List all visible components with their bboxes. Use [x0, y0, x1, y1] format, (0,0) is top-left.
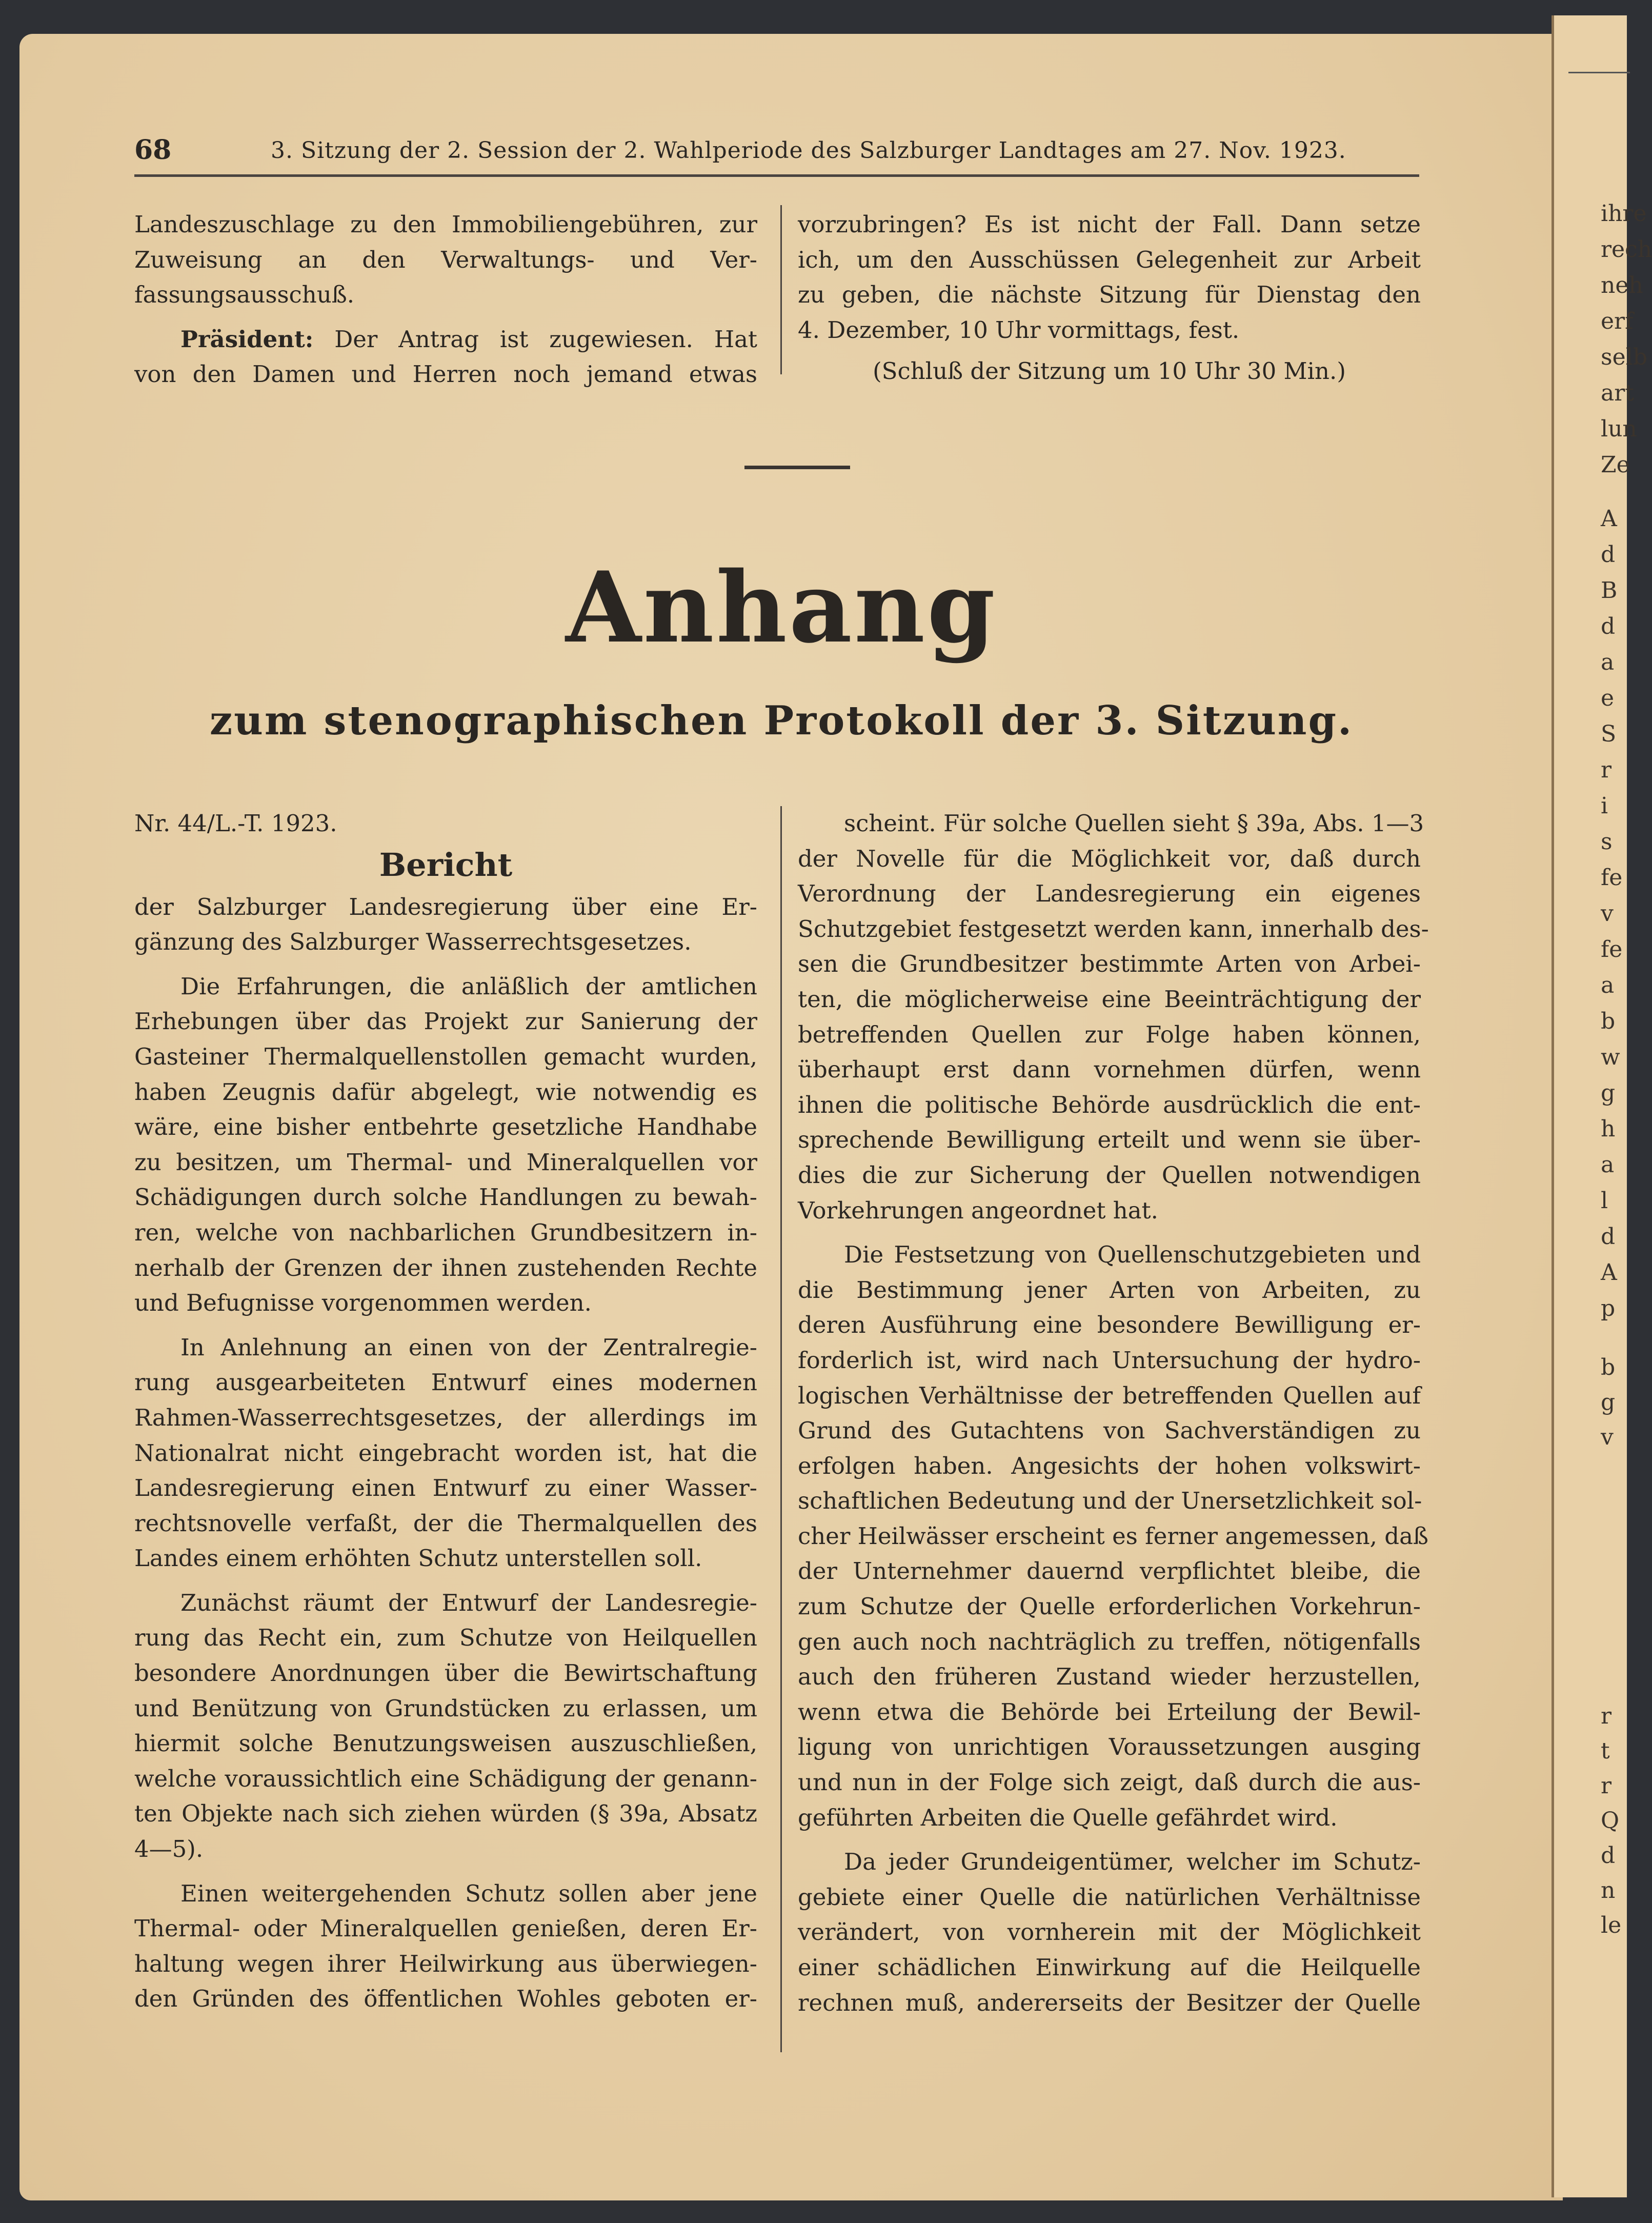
- adjacent-page-fragment: fe: [1601, 936, 1623, 963]
- paragraph: [798, 806, 1429, 1228]
- adjacent-page-fragment: g: [1601, 1080, 1616, 1106]
- text-line: verändert, von vornherein mit der Möglichkeit: [798, 1918, 1421, 1946]
- adjacent-page-fragment: h: [1601, 1116, 1616, 1142]
- text-line: erfolgen haben. Angesichts der hohen volkswirt-: [798, 1452, 1421, 1479]
- report-right-body: [798, 806, 1429, 2020]
- text-line: Gasteiner Thermalquellenstollen gemacht wurden,: [134, 1043, 757, 1070]
- text-line: ren, welche von nachbarlichen Grundbesitzern in-: [134, 1218, 757, 1246]
- text-line: dies die zur Sicherung der Quellen notwendigen: [798, 1161, 1421, 1189]
- appendix-title: Anhang: [566, 550, 997, 665]
- text-line: Schädigungen durch solche Handlungen zu bewah-: [134, 1184, 757, 1211]
- text-line: betreffenden Quellen zur Folge haben können,: [798, 1020, 1421, 1048]
- report-left-body: [134, 969, 757, 2017]
- text-line: von den Damen und Herren noch jemand etwas: [134, 361, 757, 388]
- text-line: rung das Recht ein, zum Schutze von Heilquellen: [134, 1624, 757, 1652]
- adjacent-page-fragment: i: [1601, 793, 1608, 819]
- text-line: und Befugnisse vorgenommen werden.: [134, 1289, 592, 1317]
- adjacent-page-fragment: Q: [1601, 1808, 1620, 1834]
- text-line: Erhebungen über das Projekt zur Sanierung der: [134, 1008, 757, 1035]
- adjacent-page-fragment: lun: [1601, 416, 1637, 442]
- header-rule: [134, 174, 1419, 177]
- document-number: Nr. 44/L.-T. 1923.: [134, 810, 337, 837]
- text-line: Zuweisung an den Verwaltungs- und Ver-: [134, 246, 757, 273]
- adjacent-page-fragment: Ze: [1601, 452, 1630, 478]
- paragraph: [798, 1845, 1421, 2020]
- text-line: ligung von unrichtigen Voraussetzungen ausging: [798, 1733, 1421, 1761]
- adjacent-page-rule: [1568, 72, 1630, 73]
- adjacent-page-fragment: erf: [1601, 308, 1634, 334]
- text-line: Landesregierung einen Entwurf zu einer Wasser-: [134, 1474, 757, 1502]
- paragraph: [134, 1586, 757, 1867]
- text-line: wenn etwa die Behörde bei Erteilung der Bewil-: [798, 1698, 1421, 1726]
- text-line: Verordnung der Landesregierung ein eigenes: [798, 880, 1421, 908]
- adjacent-page-fragment: w: [1601, 1044, 1620, 1070]
- adjacent-page-fragment: ihre: [1601, 201, 1647, 227]
- session-closing-note: (Schluß der Sitzung um 10 Uhr 30 Min.): [873, 357, 1346, 385]
- text-line: den Gründen des öffentlichen Wohles geboten er-: [134, 1985, 757, 2013]
- text-line: ich, um den Ausschüssen Gelegenheit zur Arbeit: [798, 246, 1421, 273]
- text-line: zum Schutze der Quelle erforderlichen Vorkehrun-: [798, 1593, 1421, 1620]
- text-line: gebiete einer Quelle die natürlichen Verhältnisse: [798, 1883, 1421, 1911]
- adjacent-page-fragment: e: [1601, 685, 1615, 711]
- text-line: Zunächst räumt der Entwurf der Landesregie-: [180, 1589, 757, 1616]
- paragraph: [798, 1237, 1428, 1835]
- text-line: und Benützung von Grundstücken zu erlassen, um: [134, 1694, 757, 1722]
- text-line: Landes einem erhöhten Schutz unterstellen soll.: [134, 1545, 702, 1572]
- adjacent-page-fragment: b: [1601, 1354, 1616, 1380]
- adjacent-page-fragment: r: [1601, 757, 1612, 783]
- adjacent-page-fragment: r: [1601, 1703, 1612, 1729]
- adjacent-page-fragment: art: [1601, 380, 1634, 406]
- adjacent-page-fragment: n: [1601, 1877, 1616, 1904]
- adjacent-page-fragment: v: [1601, 1424, 1614, 1450]
- text-line: zu geben, die nächste Sitzung für Dienstag den: [798, 281, 1421, 309]
- text-line: ihnen die politische Behörde ausdrücklich die ent-: [798, 1091, 1421, 1118]
- adjacent-page-fragment: rech: [1601, 236, 1652, 263]
- column-divider: [780, 205, 782, 374]
- text-line: haltung wegen ihrer Heilwirkung aus überwiegen-: [134, 1950, 757, 1977]
- adjacent-page-fragment: v: [1601, 900, 1614, 927]
- adjacent-page-edge: [1552, 15, 1627, 2197]
- adjacent-page-fragment: A: [1601, 1259, 1617, 1286]
- text-line: die Bestimmung jener Arten von Arbeiten, zu: [798, 1276, 1421, 1304]
- adjacent-page-fragment: A: [1601, 506, 1617, 532]
- adjacent-page-fragment: d: [1601, 1224, 1616, 1250]
- text-line: der Unternehmer dauernd verpflichtet bleibe, die: [798, 1557, 1421, 1585]
- speaker-line: [134, 322, 757, 357]
- adjacent-page-fragment: d: [1601, 542, 1616, 568]
- text-line: Nationalrat nicht eingebracht worden ist, hat die: [134, 1439, 757, 1467]
- adjacent-page-fragment: B: [1601, 577, 1618, 604]
- text-line: vorzubringen? Es ist nicht der Fall. Dann setze: [798, 211, 1421, 238]
- text-line: ten, die möglicherweise eine Beeinträchtigung der: [798, 985, 1421, 1013]
- text-line: scheint. Für solche Quellen sieht § 39a, Abs. 1—3: [844, 810, 1424, 837]
- text-line: fassungsausschuß.: [134, 281, 355, 309]
- text-line: ten Objekte nach sich ziehen würden (§ 39a, Absatz: [134, 1800, 757, 1828]
- adjacent-page-fragment: a: [1601, 972, 1615, 998]
- text-line: hiermit solche Benutzungsweisen auszuschließen,: [134, 1730, 757, 1757]
- adjacent-page-fragment: a: [1601, 649, 1615, 675]
- adjacent-page-fragment: b: [1601, 1008, 1616, 1034]
- text-line: Vorkehrungen angeordnet hat.: [798, 1196, 1158, 1224]
- text-line: überhaupt erst dann vornehmen dürfen, wenn: [798, 1056, 1421, 1084]
- text-line: Schutzgebiet festgesetzt werden kann, innerhalb des-: [798, 915, 1429, 943]
- adjacent-page-fragment: a: [1601, 1152, 1615, 1178]
- appendix-subtitle: zum stenographischen Protokoll der 3. Sitzung.: [209, 697, 1354, 744]
- top-right-column: [798, 207, 1421, 389]
- text-line: 4—5).: [134, 1835, 204, 1863]
- text-line: auch den früheren Zustand wieder herzustellen,: [798, 1663, 1421, 1691]
- text-line: schaftlichen Bedeutung und der Unersetzlichkeit sol-: [798, 1487, 1422, 1515]
- text-line: logischen Verhältnisse der betreffenden Quellen auf: [798, 1381, 1421, 1409]
- section-divider: [744, 466, 850, 469]
- text-line: deren Ausführung eine besondere Bewilligung er-: [798, 1311, 1421, 1339]
- adjacent-page-fragment: g: [1601, 1389, 1616, 1415]
- speaker-text: Der Antrag ist zugewiesen. Hat: [334, 325, 757, 353]
- text-line: Landeszuschlage zu den Immobiliengebühren, zur: [134, 211, 757, 238]
- text-line: cher Heilwässer erscheint es ferner angemessen, daß: [798, 1522, 1428, 1550]
- text-line: Die Festsetzung von Quellenschutzgebieten und: [844, 1241, 1421, 1269]
- text-line: gen auch noch nachträglich zu treffen, nötigenfalls: [798, 1628, 1421, 1655]
- adjacent-page-fragment: s: [1601, 829, 1613, 855]
- report-left-column: [134, 806, 757, 2017]
- text-line: Einen weitergehenden Schutz sollen aber jene: [180, 1879, 757, 1907]
- text-line: welche voraussichtlich eine Schädigung der genann-: [134, 1765, 757, 1792]
- adjacent-page-fragment: d: [1601, 1843, 1616, 1869]
- text-line: Da jeder Grundeigentümer, welcher im Schutz-: [844, 1848, 1421, 1876]
- paragraph: [134, 1330, 757, 1576]
- text-line: geführten Arbeiten die Quelle gefährdet wird.: [798, 1804, 1338, 1831]
- report-heading: Bericht: [379, 846, 513, 884]
- text-line: sen die Grundbesitzer bestimmte Arten von Arbei-: [798, 950, 1421, 978]
- text-line: und nun in der Folge sich zeigt, daß durch die aus-: [798, 1769, 1421, 1796]
- page-header: [134, 134, 1419, 170]
- adjacent-page-fragment: l: [1601, 1188, 1608, 1214]
- report-subheading-line: der Salzburger Landesregierung über eine Er-: [134, 893, 757, 920]
- adjacent-page-fragment: d: [1601, 613, 1616, 639]
- text-line: rechnen muß, andererseits der Besitzer der Quelle: [798, 1989, 1421, 2016]
- paragraph: [134, 969, 757, 1321]
- paragraph: [134, 1876, 757, 2017]
- adjacent-page-fragment: fe: [1601, 865, 1623, 891]
- text-line: forderlich ist, wird nach Untersuchung der hydro-: [798, 1346, 1421, 1374]
- text-line: Die Erfahrungen, die anläßlich der amtlichen: [180, 972, 757, 1000]
- report-right-column: [798, 806, 1429, 2020]
- adjacent-page-fragment: p: [1601, 1295, 1616, 1321]
- adjacent-page-fragment: S: [1601, 721, 1617, 747]
- text-line: der Novelle für die Möglichkeit vor, daß durch: [798, 845, 1421, 872]
- top-left-column: [134, 207, 757, 392]
- text-line: besondere Anordnungen über die Bewirtschaftung: [134, 1659, 757, 1687]
- adjacent-page-fragment: r: [1601, 1773, 1612, 1799]
- text-line: wäre, eine bisher entbehrte gesetzliche Handhabe: [134, 1113, 757, 1141]
- text-line: rung ausgearbeiteten Entwurf eines modernen: [134, 1369, 757, 1396]
- text-line: haben Zeugnis dafür abgelegt, wie notwendig es: [134, 1078, 757, 1106]
- adjacent-page-fragment: neh: [1601, 272, 1643, 298]
- text-line: sprechende Bewilligung erteilt und wenn sie über-: [798, 1126, 1421, 1154]
- running-title: 3. Sitzung der 2. Session der 2. Wahlperiode des Salzburger Landtages am 27. Nov. 1923.: [271, 137, 1346, 164]
- text-line: Rahmen-Wasserrechtsgesetzes, der allerdings im: [134, 1404, 757, 1431]
- text-line: rechtsnovelle verfaßt, der die Thermalquellen des: [134, 1509, 757, 1537]
- text-line: einer schädlichen Einwirkung auf die Heilquelle: [798, 1954, 1421, 1981]
- text-line: zu besitzen, um Thermal- und Mineralquellen vor: [134, 1148, 757, 1176]
- adjacent-page-fragment: t: [1601, 1738, 1610, 1764]
- adjacent-page-fragment: selb: [1601, 344, 1647, 370]
- page-number: 68: [134, 134, 172, 166]
- report-subheading-line: gänzung des Salzburger Wasserrechtsgesetzes.: [134, 928, 692, 956]
- text-line: In Anlehnung an einen von der Zentralregie-: [180, 1333, 757, 1361]
- text-line: Thermal- oder Mineralquellen genießen, deren Er-: [134, 1915, 757, 1942]
- text-line: Grund des Gutachtens von Sachverständigen zu: [798, 1417, 1421, 1445]
- text-line: 4. Dezember, 10 Uhr vormittags, fest.: [798, 316, 1240, 344]
- speaker-label: Präsident:: [180, 325, 314, 353]
- column-divider: [780, 806, 782, 2052]
- text-line: nerhalb der Grenzen der ihnen zustehenden Rechte: [134, 1254, 757, 1281]
- adjacent-page-fragment: le: [1601, 1912, 1622, 1938]
